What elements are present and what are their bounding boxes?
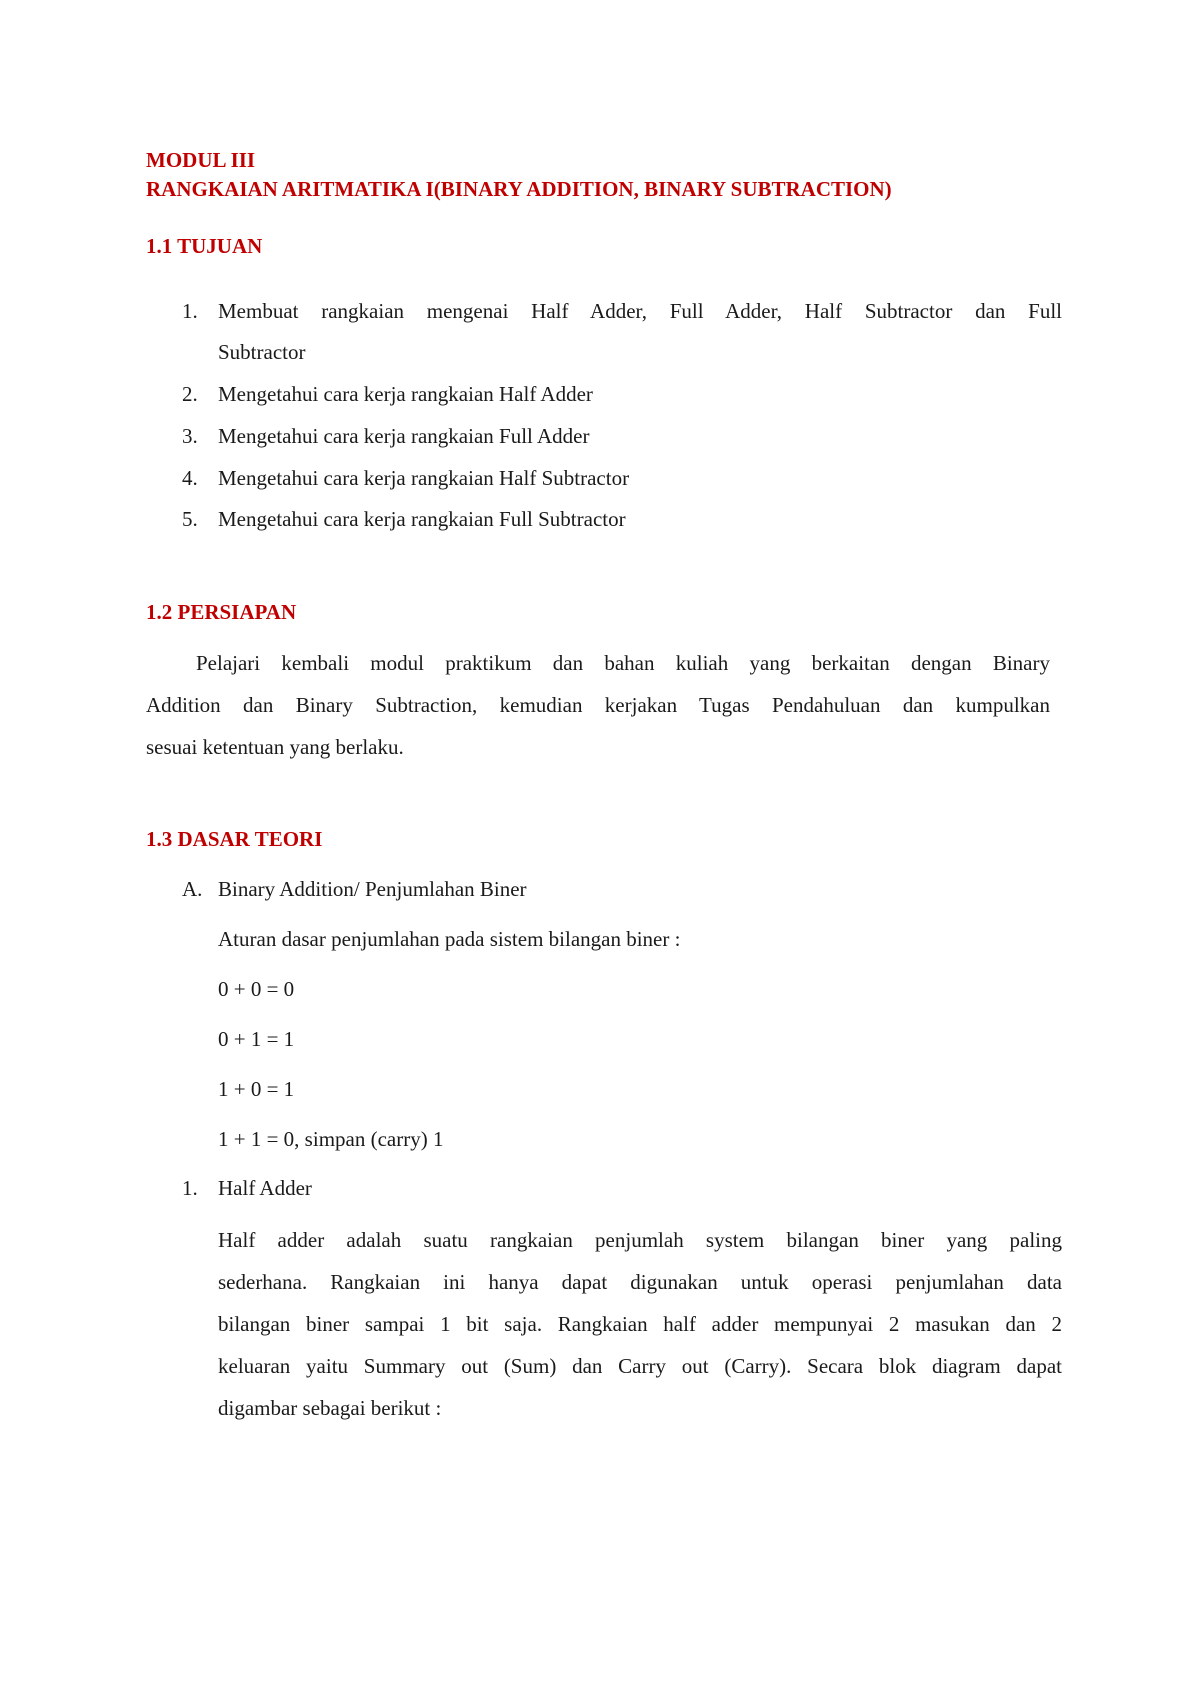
list-number: 1. xyxy=(182,1176,198,1200)
addition-rule: 1 + 0 = 1 xyxy=(218,1077,295,1101)
addition-rule: 0 + 0 = 0 xyxy=(218,977,295,1001)
list-item-text: Membuat rangkaian mengenai Half Adder, Full Adder, Half Subtractor dan Full xyxy=(218,299,1062,323)
paragraph-line: sederhana. Rangkaian ini hanya dapat digunakan untuk operasi penjumlahan data xyxy=(218,1270,1062,1294)
list-item-text: Mengetahui cara kerja rangkaian Full Adder xyxy=(218,424,590,448)
module-subtitle: RANGKAIAN ARITMATIKA I(BINARY ADDITION, BINARY SUBTRACTION) xyxy=(146,177,892,201)
list-number: 2. xyxy=(182,382,198,406)
section-heading-dasar-teori: 1.3 DASAR TEORI xyxy=(146,827,323,851)
list-number: 5. xyxy=(182,507,198,531)
list-number: 4. xyxy=(182,466,198,490)
addition-rule: 1 + 1 = 0, simpan (carry) 1 xyxy=(218,1127,444,1151)
rules-intro: Aturan dasar penjumlahan pada sistem bilangan biner : xyxy=(218,927,681,951)
paragraph-line: Pelajari kembali modul praktikum dan bahan kuliah yang berkaitan dengan Binary xyxy=(196,651,1050,675)
sublist-title: Binary Addition/ Penjumlahan Biner xyxy=(218,877,527,901)
list-item-text: Mengetahui cara kerja rangkaian Half Subtractor xyxy=(218,466,630,490)
paragraph-line: keluaran yaitu Summary out (Sum) dan Carry out (Carry). Secara blok diagram dapat xyxy=(218,1354,1062,1378)
module-title: MODUL III xyxy=(146,148,256,172)
addition-rule: 0 + 1 = 1 xyxy=(218,1027,295,1051)
paragraph-line: Half adder adalah suatu rangkaian penjumlah system bilangan biner yang paling xyxy=(218,1228,1062,1252)
section-heading-tujuan: 1.1 TUJUAN xyxy=(146,234,263,258)
list-number: 3. xyxy=(182,424,198,448)
list-item-text: Mengetahui cara kerja rangkaian Full Subtractor xyxy=(218,507,626,531)
list-item-text: Subtractor xyxy=(218,340,306,364)
paragraph-line: bilangan biner sampai 1 bit saja. Rangkaian half adder mempunyai 2 masukan dan 2 xyxy=(218,1312,1062,1336)
paragraph-line: Addition dan Binary Subtraction, kemudian kerjakan Tugas Pendahuluan dan kumpulkan xyxy=(146,693,1050,717)
paragraph-line: digambar sebagai berikut : xyxy=(218,1396,442,1420)
section-heading-persiapan: 1.2 PERSIAPAN xyxy=(146,600,297,624)
paragraph-line: sesuai ketentuan yang berlaku. xyxy=(146,735,404,759)
list-number: 1. xyxy=(182,299,198,323)
list-item-text: Mengetahui cara kerja rangkaian Half Adder xyxy=(218,382,593,406)
subsection-title-half-adder: Half Adder xyxy=(218,1176,312,1200)
sublist-letter: A. xyxy=(182,877,203,901)
